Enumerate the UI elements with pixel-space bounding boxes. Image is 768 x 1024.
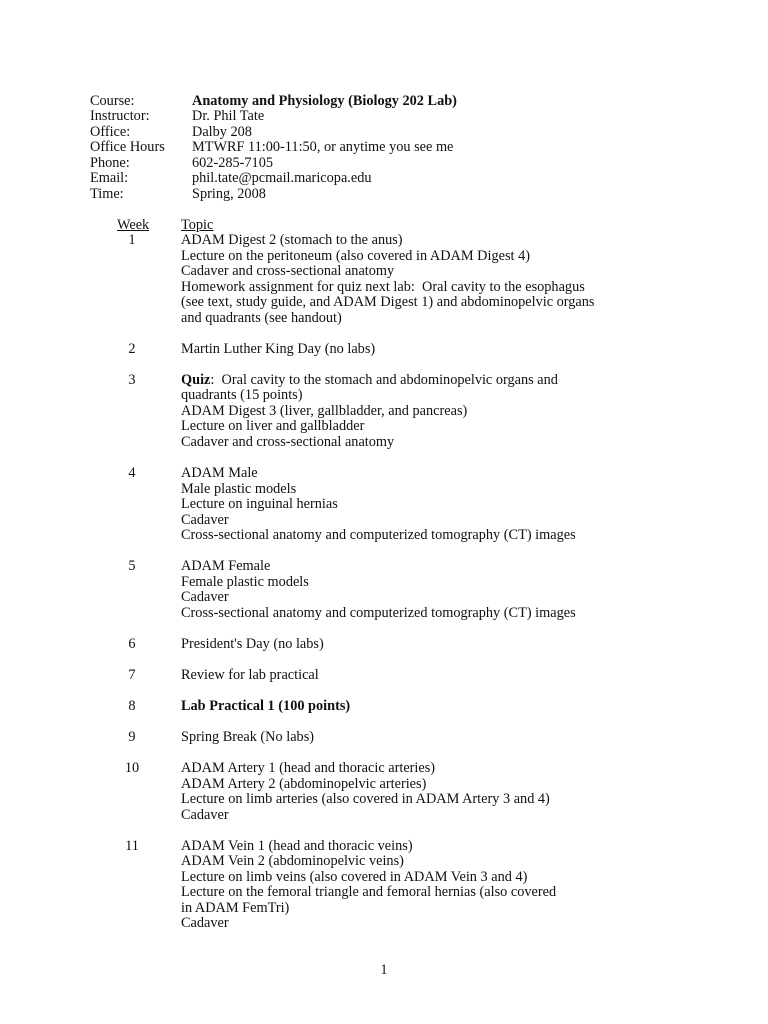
topic-line: (see text, study guide, and ADAM Digest 1) and abdominopelvic organs — [181, 294, 595, 310]
topic-line: Cadaver — [181, 915, 229, 931]
topic-line: ADAM Male — [181, 465, 258, 481]
phone-label: Phone: — [90, 155, 130, 171]
lab-practical-line: Lab Practical 1 (100 points) — [181, 698, 351, 714]
topic-line: Homework assignment for quiz next lab: Oral cavity to the esophagus — [181, 279, 585, 295]
week-column-header: Week — [117, 217, 150, 233]
topic-line: Cadaver and cross-sectional anatomy — [181, 434, 395, 450]
topic-line: Male plastic models — [181, 481, 297, 497]
week-number: 9 — [128, 729, 136, 745]
phone-value: 602-285-7105 — [192, 155, 274, 171]
topic-line — [181, 372, 558, 388]
week-number: 5 — [128, 558, 136, 574]
topic-line: Cadaver — [181, 589, 229, 605]
office-label: Office: — [90, 124, 131, 140]
topic-line: Review for lab practical — [181, 667, 319, 683]
topic-line: quadrants (15 points) — [181, 387, 303, 403]
instructor-label: Instructor: — [90, 108, 150, 124]
topic-line: ADAM Female — [181, 558, 271, 574]
instructor-value: Dr. Phil Tate — [192, 108, 265, 124]
topic-line: Lecture on limb veins (also covered in ADAM Vein 3 and 4) — [181, 869, 528, 885]
week-number: 1 — [128, 232, 136, 248]
topic-line: Lecture on limb arteries (also covered in ADAM Artery 3 and 4) — [181, 791, 550, 807]
topic-line: in ADAM FemTri) — [181, 900, 290, 916]
topic-line: ADAM Artery 1 (head and thoracic arteries) — [181, 760, 436, 776]
topic-line: Cadaver and cross-sectional anatomy — [181, 263, 395, 279]
topic-line: ADAM Digest 2 (stomach to the anus) — [181, 232, 403, 248]
topic-column-header: Topic — [181, 217, 214, 233]
topic-line: Martin Luther King Day (no labs) — [181, 341, 376, 357]
course-title: Anatomy and Physiology (Biology 202 Lab) — [192, 93, 457, 109]
week-number: 6 — [128, 636, 136, 652]
week-number: 4 — [128, 465, 136, 481]
office-hours-label: Office Hours — [90, 139, 165, 155]
topic-line: and quadrants (see handout) — [181, 310, 342, 326]
topic-line: ADAM Artery 2 (abdominopelvic arteries) — [181, 776, 427, 792]
quiz-label: Quiz — [181, 372, 211, 388]
office-hours-value: MTWRF 11:00-11:50, or anytime you see me — [192, 139, 454, 155]
topic-line: Cross-sectional anatomy and computerized tomography (CT) images — [181, 605, 576, 621]
topic-line: Cadaver — [181, 512, 229, 528]
week-number: 11 — [125, 838, 139, 854]
time-value: Spring, 2008 — [192, 186, 266, 202]
topic-line: President's Day (no labs) — [181, 636, 324, 652]
course-label: Course: — [90, 93, 135, 109]
week-number: 10 — [124, 760, 140, 776]
topic-line: ADAM Vein 2 (abdominopelvic veins) — [181, 853, 404, 869]
week-number: 2 — [128, 341, 136, 357]
topic-line: Cross-sectional anatomy and computerized tomography (CT) images — [181, 527, 576, 543]
time-label: Time: — [90, 186, 124, 202]
page-number: 1 — [380, 962, 388, 978]
office-value: Dalby 208 — [192, 124, 252, 140]
topic-line: Spring Break (No labs) — [181, 729, 315, 745]
topic-line: Lecture on the femoral triangle and femoral hernias (also covered — [181, 884, 557, 900]
topic-line: ADAM Digest 3 (liver, gallbladder, and pancreas) — [181, 403, 468, 419]
topic-line: Lecture on liver and gallbladder — [181, 418, 365, 434]
email-label: Email: — [90, 170, 129, 186]
week-number: 3 — [128, 372, 136, 388]
topic-line: ADAM Vein 1 (head and thoracic veins) — [181, 838, 413, 854]
week-number: 8 — [128, 698, 136, 714]
topic-line: Lecture on inguinal hernias — [181, 496, 338, 512]
topic-line: Cadaver — [181, 807, 229, 823]
quiz-description: : Oral cavity to the stomach and abdominopelvic organs and — [210, 372, 558, 388]
week-number: 7 — [128, 667, 136, 683]
topic-line: Female plastic models — [181, 574, 309, 590]
topic-line: Lecture on the peritoneum (also covered in ADAM Digest 4) — [181, 248, 530, 264]
email-value: phil.tate@pcmail.maricopa.edu — [192, 170, 372, 186]
